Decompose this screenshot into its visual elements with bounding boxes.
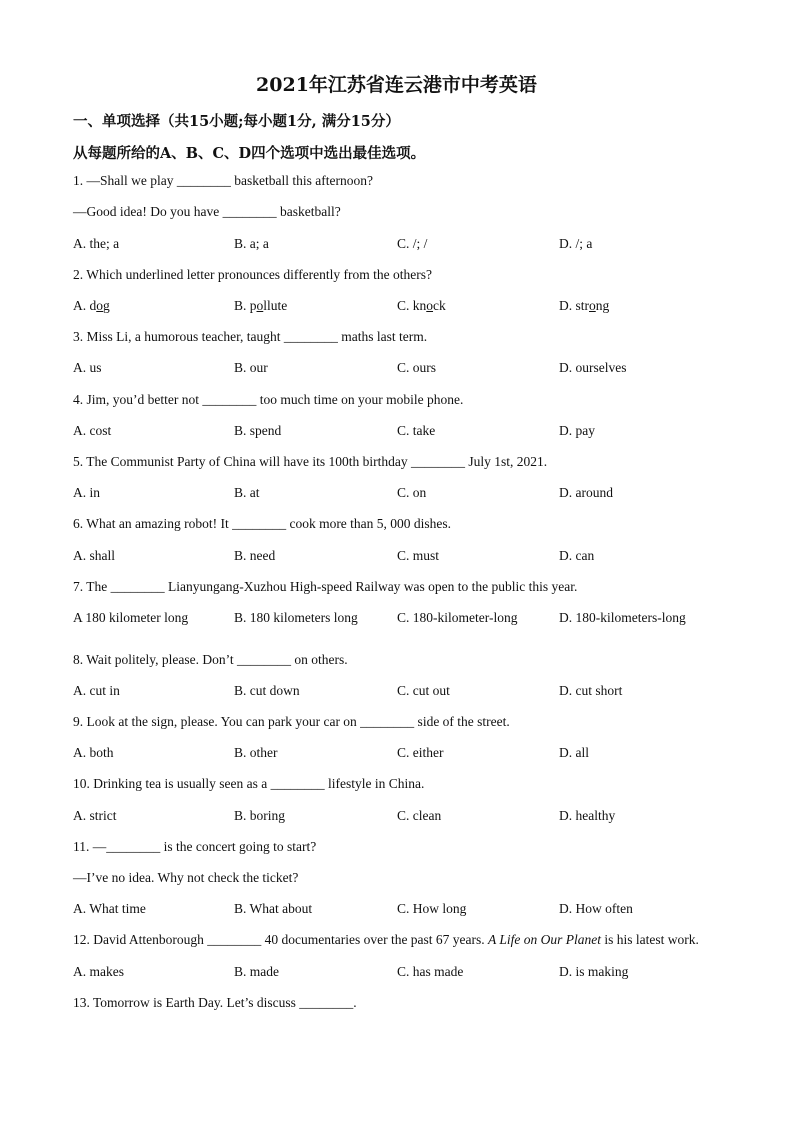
- question-5-line-1: 5. The Communist Party of China will have its 100th birthday ________ July 1st, 2021.: [73, 454, 548, 469]
- question-1-options: [73, 236, 733, 254]
- question-9-line-1: 9. Look at the sign, please. You can park your car on ________ side of the street.: [73, 714, 510, 729]
- option-a[interactable]: A. cost: [73, 423, 112, 438]
- option-b[interactable]: B. need: [234, 548, 276, 563]
- question-1-line-1: 1. —Shall we play ________ basketball this afternoon?: [73, 173, 373, 188]
- option-d[interactable]: D. ourselves: [559, 360, 627, 375]
- option-b[interactable]: B. at: [234, 485, 260, 500]
- option-b[interactable]: B. other: [234, 745, 278, 760]
- question-text: is his latest work.: [601, 932, 699, 947]
- option-d[interactable]: D. 180-kilometers-long: [559, 610, 686, 625]
- question-10-options: [73, 808, 733, 826]
- option-c[interactable]: C. either: [397, 745, 444, 760]
- question-13-line-1: 13. Tomorrow is Earth Day. Let’s discuss ________.: [73, 995, 357, 1010]
- question-6-line-1: 6. What an amazing robot! It ________ cook more than 5, 000 dishes.: [73, 516, 452, 531]
- option-b[interactable]: B. spend: [234, 423, 282, 438]
- option-d[interactable]: D. pay: [559, 423, 595, 438]
- question-2-options: [73, 298, 733, 316]
- underlined-letter: o: [589, 298, 596, 313]
- option-c[interactable]: C. 180-kilometer-long: [397, 610, 518, 625]
- option-a[interactable]: A. strict: [73, 808, 117, 823]
- question-11-options: [73, 901, 733, 919]
- option-d[interactable]: [559, 298, 609, 314]
- option-d[interactable]: D. all: [559, 745, 589, 760]
- option-c[interactable]: C. /; /: [397, 236, 428, 251]
- option-c[interactable]: C. has made: [397, 964, 464, 979]
- option-b[interactable]: B. cut down: [234, 683, 300, 698]
- option-a[interactable]: A. us: [73, 360, 102, 375]
- option-b[interactable]: B. our: [234, 360, 268, 375]
- section-heading: 一、单项选择（共15小题;每小题1分, 满分15分）: [73, 113, 400, 130]
- option-c[interactable]: C. clean: [397, 808, 442, 823]
- option-text: ng: [595, 298, 610, 313]
- option-b[interactable]: B. What about: [234, 901, 313, 916]
- option-a[interactable]: A. makes: [73, 964, 124, 979]
- section-instruction: 从每题所给的A、B、C、D四个选项中选出最佳选项。: [73, 145, 426, 162]
- option-a[interactable]: A. in: [73, 485, 100, 500]
- question-8-line-1: 8. Wait politely, please. Don’t ________ on others.: [73, 652, 348, 667]
- option-a[interactable]: A. cut in: [73, 683, 120, 698]
- question-7-line-1: 7. The ________ Lianyungang-Xuzhou High-speed Railway was open to the public this year.: [73, 579, 578, 594]
- option-c[interactable]: C. How long: [397, 901, 467, 916]
- option-text: g: [103, 298, 110, 313]
- page-title: 2021年江苏省连云港市中考英语: [256, 74, 537, 96]
- option-a[interactable]: A. shall: [73, 548, 115, 563]
- question-12-options: [73, 964, 733, 982]
- question-9-options: [73, 745, 733, 763]
- question-3-options: [73, 360, 733, 378]
- question-6-options: [73, 548, 733, 566]
- option-b[interactable]: B. 180 kilometers long: [234, 610, 358, 625]
- option-a[interactable]: A 180 kilometer long: [73, 610, 189, 625]
- question-2-line-1: 2. Which underlined letter pronounces differently from the others?: [73, 267, 433, 282]
- option-c[interactable]: C. ours: [397, 360, 437, 375]
- option-text: llute: [263, 298, 288, 313]
- question-10-line-1: 10. Drinking tea is usually seen as a ________ lifestyle in China.: [73, 776, 425, 791]
- option-c[interactable]: C. cut out: [397, 683, 450, 698]
- underlined-letter: o: [96, 298, 103, 313]
- option-d[interactable]: D. can: [559, 548, 595, 563]
- question-5-options: [73, 485, 733, 503]
- option-a[interactable]: A. both: [73, 745, 114, 760]
- option-text: A. d: [73, 298, 97, 313]
- question-4-line-1: 4. Jim, you’d better not ________ too much time on your mobile phone.: [73, 392, 464, 407]
- question-12-line-1: [73, 932, 699, 948]
- question-7-options: [73, 610, 733, 628]
- option-b[interactable]: [234, 298, 287, 314]
- question-11-line-2: —I’ve no idea. Why not check the ticket?: [73, 870, 299, 885]
- option-c[interactable]: C. must: [397, 548, 440, 563]
- option-b[interactable]: B. a; a: [234, 236, 269, 251]
- option-d[interactable]: D. /; a: [559, 236, 593, 251]
- option-d[interactable]: D. around: [559, 485, 613, 500]
- question-1-line-2: —Good idea! Do you have ________ basketball?: [73, 204, 341, 219]
- option-c[interactable]: C. take: [397, 423, 436, 438]
- option-text: C. kn: [397, 298, 427, 313]
- underlined-letter: o: [426, 298, 434, 313]
- question-4-options: [73, 423, 733, 441]
- question-8-options: [73, 683, 733, 701]
- option-c[interactable]: C. on: [397, 485, 427, 500]
- option-text: B. p: [234, 298, 257, 313]
- question-3-line-1: 3. Miss Li, a humorous teacher, taught ________ maths last term.: [73, 329, 428, 344]
- option-text: D. str: [559, 298, 589, 313]
- option-text: ck: [433, 298, 446, 313]
- option-c[interactable]: [397, 298, 446, 314]
- option-d[interactable]: D. healthy: [559, 808, 616, 823]
- option-d[interactable]: D. How often: [559, 901, 633, 916]
- option-b[interactable]: B. boring: [234, 808, 286, 823]
- option-a[interactable]: A. the; a: [73, 236, 120, 251]
- option-a[interactable]: A. What time: [73, 901, 146, 916]
- option-d[interactable]: D. is making: [559, 964, 629, 979]
- option-a[interactable]: [73, 298, 110, 314]
- question-11-line-1: 11. —________ is the concert going to start?: [73, 839, 317, 854]
- option-d[interactable]: D. cut short: [559, 683, 623, 698]
- question-text: 12. David Attenborough ________ 40 documentaries over the past 67 years.: [73, 932, 489, 947]
- documentary-title: A Life on Our Planet: [488, 932, 602, 947]
- option-b[interactable]: B. made: [234, 964, 279, 979]
- underlined-letter: o: [256, 298, 264, 313]
